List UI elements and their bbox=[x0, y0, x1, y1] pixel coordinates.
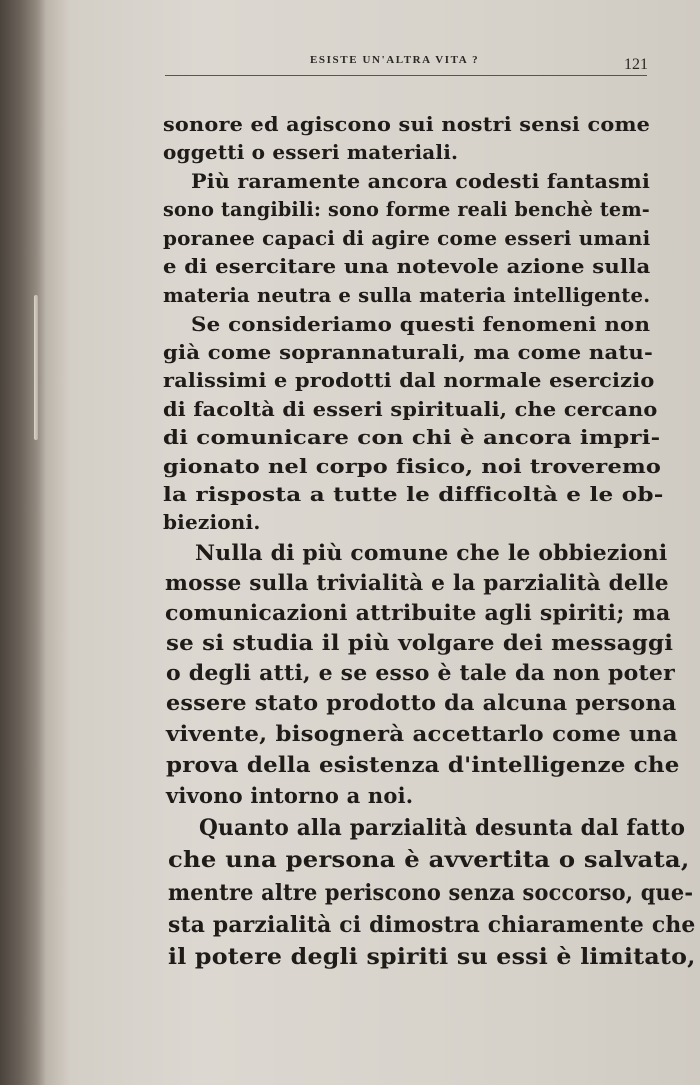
text-line: comunicazioni attribuite agli spiriti; ma bbox=[165, 600, 671, 625]
text-line: vivono intorno a noi. bbox=[166, 783, 414, 808]
text-line: sono tangibili: sono forme reali benchè tem- bbox=[163, 197, 650, 221]
text-line: sta parzialità ci dimostra chiaramente che bbox=[168, 912, 696, 938]
text-line: ralissimi e prodotti dal normale esercizio bbox=[163, 368, 655, 392]
text-line: la risposta a tutte le difficoltà e le ob- bbox=[163, 482, 664, 506]
text-line: mosse sulla trivialità e la parzialità delle bbox=[165, 570, 669, 595]
text-line: Nulla di più comune che le obbiezioni bbox=[195, 540, 668, 565]
text-line: biezioni. bbox=[163, 510, 261, 534]
text-line: essere stato prodotto da alcuna persona bbox=[166, 690, 677, 715]
text-line: mentre altre periscono senza soccorso, que- bbox=[168, 880, 694, 906]
text-line: prova della esistenza d'intelligenze che bbox=[166, 752, 680, 777]
text-line: vivente, bisognerà accettarlo come una bbox=[166, 721, 678, 746]
text-line: e di esercitare una notevole azione sulla bbox=[163, 254, 651, 278]
text-line: Quanto alla parzialità desunta dal fatto bbox=[199, 815, 686, 841]
text-line: Se consideriamo questi fenomeni non bbox=[191, 312, 651, 336]
text-line: se si studia il più volgare dei messaggi bbox=[166, 630, 674, 655]
text-line: il potere degli spiriti su essi è limitato, bbox=[168, 944, 696, 970]
text-line: di comunicare con chi è ancora impri- bbox=[163, 425, 661, 449]
text-line: o degli atti, e se esso è tale da non poter bbox=[166, 660, 675, 685]
text-line: gionato nel corpo fisico, noi troveremo bbox=[163, 454, 662, 478]
text-line: che una persona è avvertita o salvata, bbox=[168, 847, 690, 873]
text-line: Più raramente ancora codesti fantasmi bbox=[191, 169, 650, 193]
page-number: 121 bbox=[624, 56, 648, 73]
text-line: già come soprannaturali, ma come natu- bbox=[163, 340, 654, 364]
text-line: oggetti o esseri materiali. bbox=[163, 140, 459, 164]
text-line: sonore ed agiscono sui nostri sensi come bbox=[163, 112, 651, 136]
running-title: ESISTE UN'ALTRA VITA ? bbox=[310, 54, 480, 66]
text-line: materia neutra e sulla materia intelligente. bbox=[163, 283, 651, 307]
text-line: poranee capaci di agire come esseri umani bbox=[163, 226, 651, 250]
text-line: di facoltà di esseri spirituali, che cercano bbox=[163, 397, 658, 421]
